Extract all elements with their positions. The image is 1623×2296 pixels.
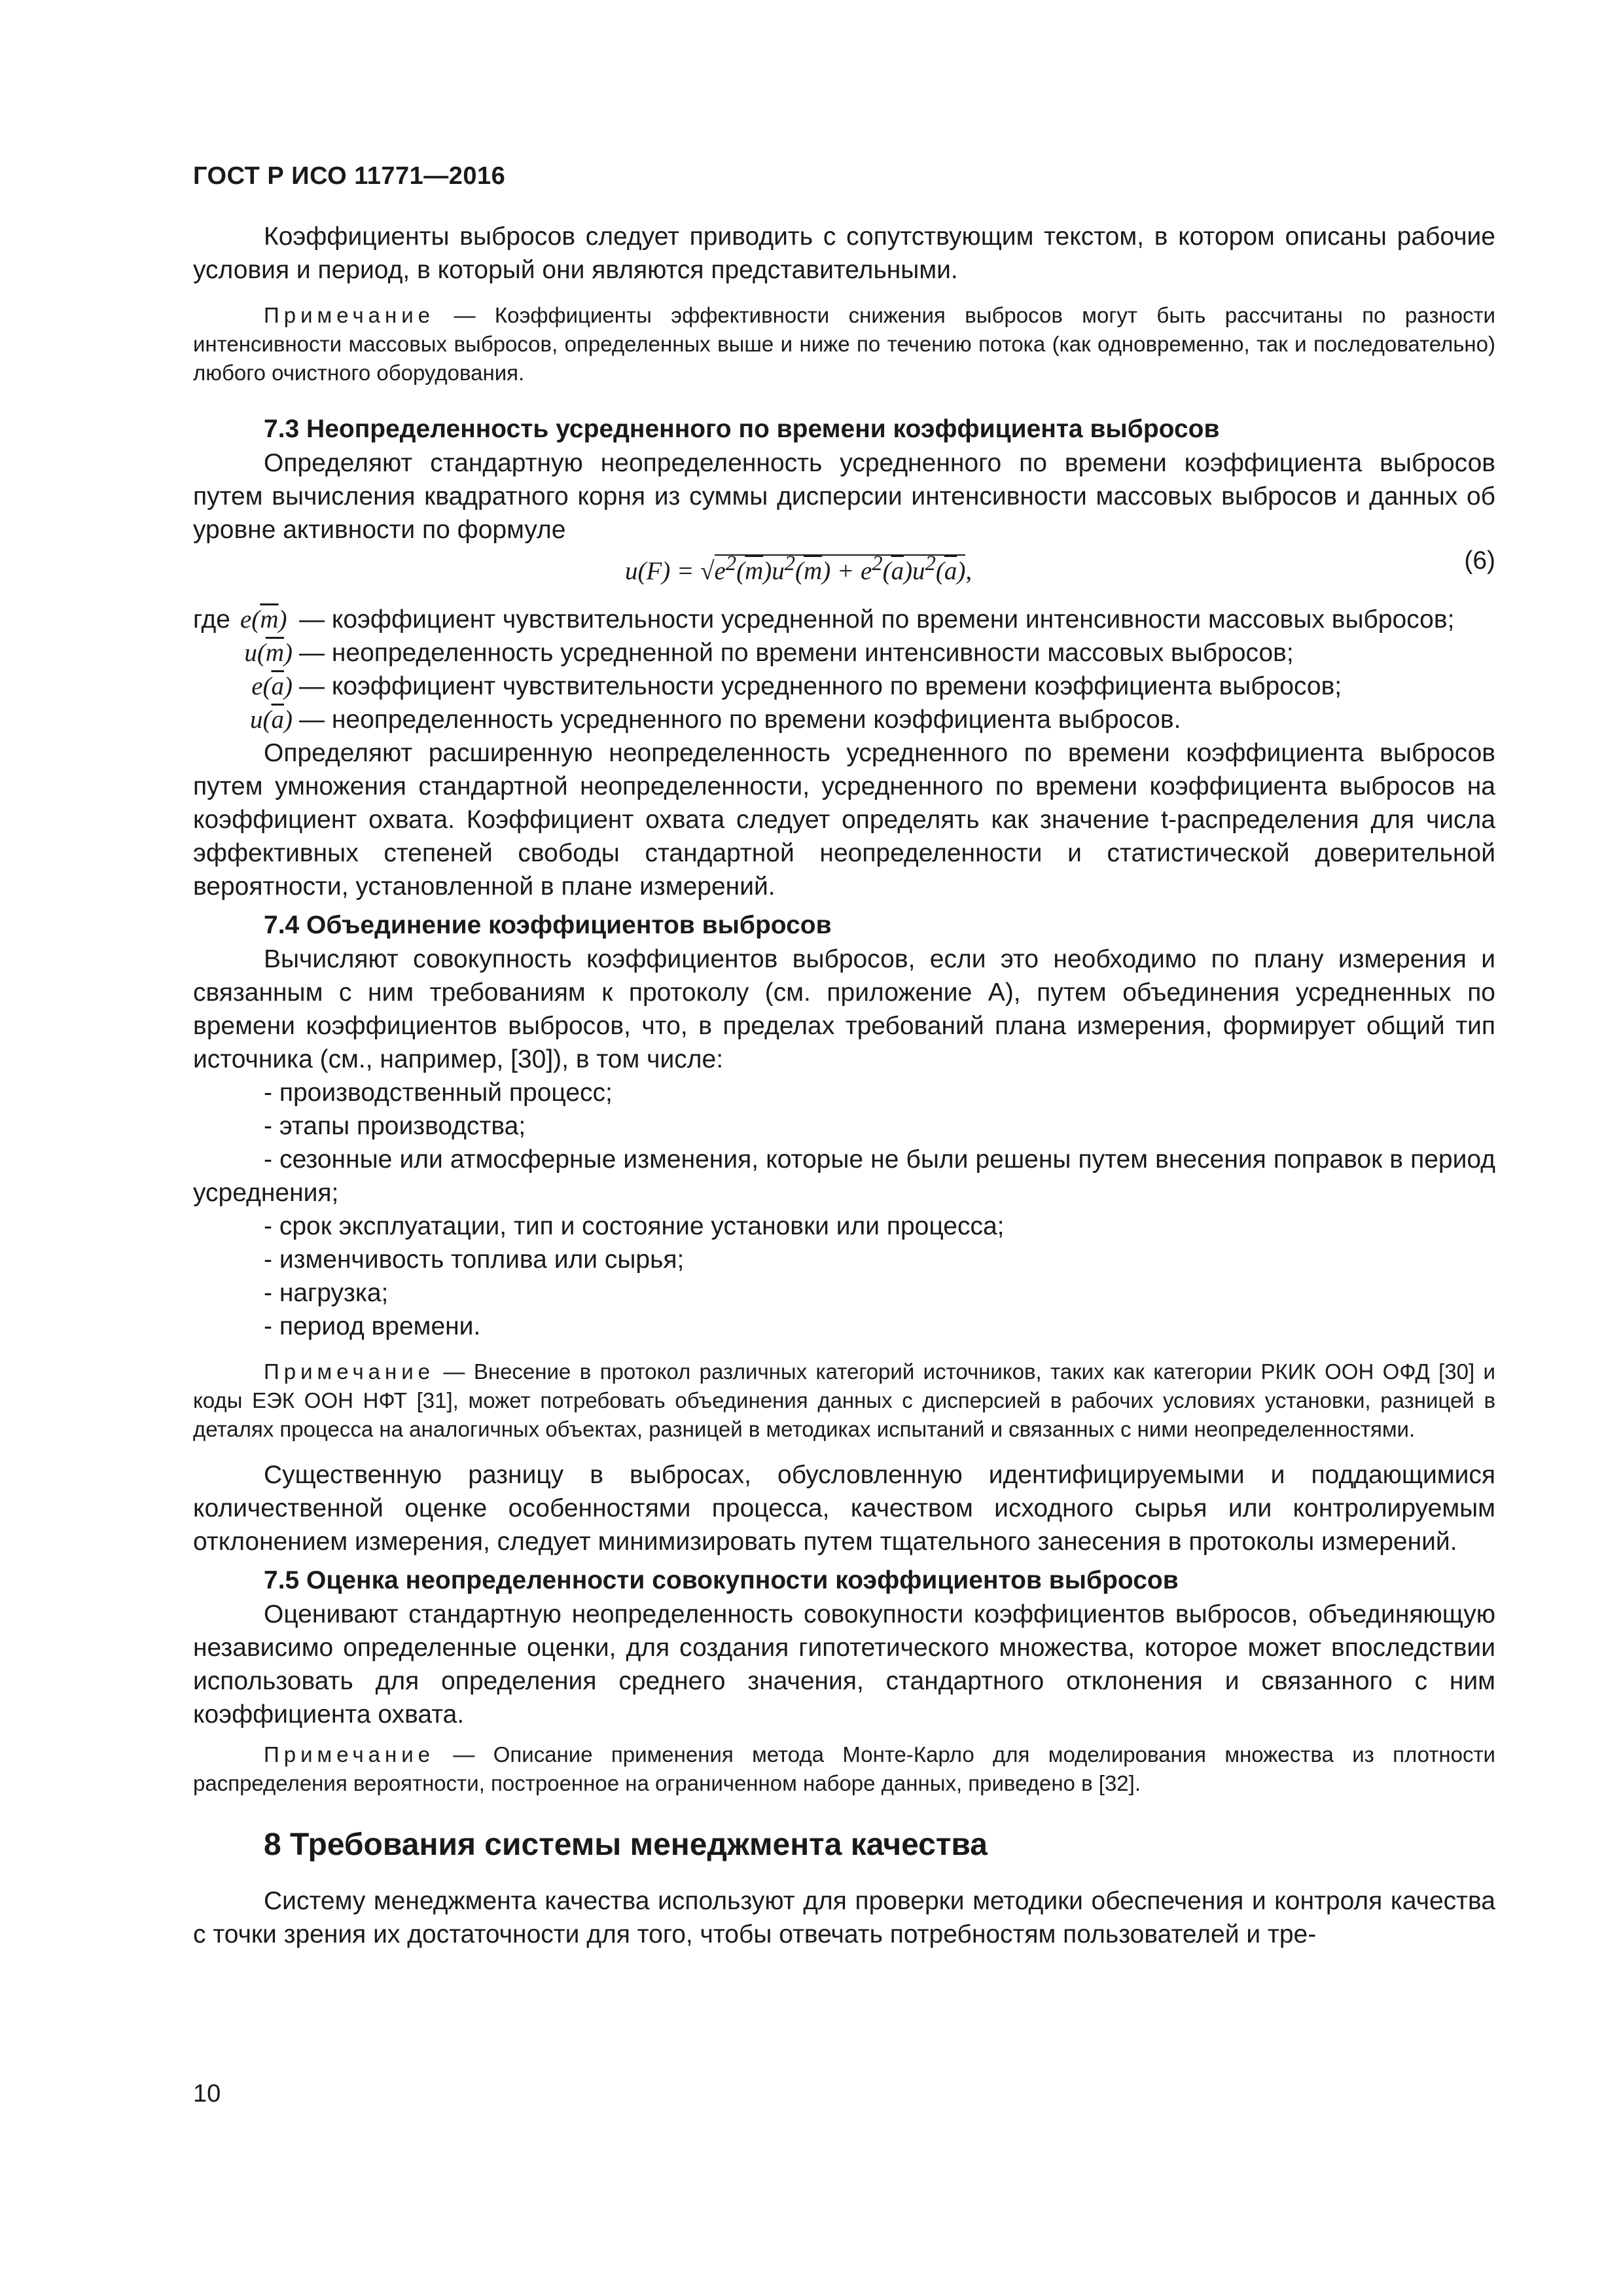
- page-number: 10: [193, 2080, 221, 2108]
- definition-row: [193, 703, 1495, 736]
- paragraph: Оценивают стандартную неопределенность совокупности коэффициентов выбросов, объединяющую независимо определенные оценки, для создания гипотетического множества, которое может впоследствии использовать для определения среднего значения, стандартного отклонения и связанного с ним коэффициента охвата.: [193, 1600, 1495, 1729]
- note-label: Примечание: [264, 1742, 435, 1767]
- list-item: - этапы производства;: [264, 1112, 526, 1140]
- definition-text: — неопределенность усредненного по времени коэффициента выбросов.: [299, 706, 1181, 734]
- list-item: - срок эксплуатации, тип и состояние установки или процесса;: [264, 1212, 1005, 1240]
- section-heading-7-4: 7.4 Объединение коэффициентов выбросов: [264, 911, 832, 939]
- symbol-definitions: [193, 603, 1495, 736]
- formula-expression: $u(F) = √e^2(\overline{m})u^2(\overline{m}) + e^2(\overline{a})u^2(\overline{a})$,: [625, 552, 972, 585]
- paragraph: Определяют расширенную неопределенность усредненного по времени коэффициента выбросов путем умножения стандартной неопределенности, усредненного по времени коэффициента выбросов на коэффициент охвата. Коэффициент охвата следует определять как значение t-распределения для числа эффективных степеней свободы стандартной неопределенности и статистической доверительной вероятности, установленной в плане измерений.: [193, 739, 1495, 901]
- paragraph: Систему менеджмента качества используют для проверки методики обеспечения и контроля качества с точки зрения их достаточности для того, чтобы отвечать потребностям пользователей и тре-: [193, 1887, 1495, 1948]
- paragraph: Коэффициенты выбросов следует приводить с сопутствующим текстом, в котором описаны рабочие условия и период, в который они являются представительными.: [193, 223, 1495, 284]
- paragraph: Вычисляют совокупность коэффициентов выбросов, если это необходимо по плану измерения и связанным с ним требованиям к протоколу (см. приложение А), путем объединения усредненных по времени коэффициентов выбросов, что, в пределах требований плана измерения, формирует общий тип источника (см., например, [30]), в том числе:: [193, 945, 1495, 1073]
- symbol: $e(\overline{m})$: [240, 605, 287, 634]
- section-heading-8: 8 Требования системы менеджмента качества: [264, 1827, 988, 1862]
- note-label: Примечание: [264, 1359, 435, 1384]
- list-item: - нагрузка;: [264, 1279, 389, 1307]
- paragraph: Существенную разницу в выбросах, обусловленную идентифицируемыми и поддающимися количественной оценке особенностями процесса, качеством исходного сырья или контролируемым отклонением измерения, следует минимизировать путем тщательного занесения в протоколы измерений.: [193, 1461, 1495, 1556]
- list-item: - производственный процесс;: [264, 1079, 613, 1107]
- list-item: - сезонные или атмосферные изменения, которые не были решены путем внесения поправок в период усреднения;: [193, 1145, 1495, 1207]
- section-heading-7-5: 7.5 Оценка неопределенности совокупности коэффициентов выбросов: [264, 1566, 1179, 1594]
- note: [193, 301, 1495, 387]
- definition-row: [193, 636, 1495, 670]
- symbol: $u(\overline{m})$: [244, 639, 293, 667]
- note: [193, 1357, 1495, 1444]
- definition-row: [193, 670, 1495, 703]
- symbol: $u(\overline{a})$: [250, 706, 293, 734]
- where-label: где: [193, 605, 230, 634]
- symbol: $e(\overline{a})$: [251, 672, 293, 700]
- definition-row: [193, 603, 1495, 636]
- note: [193, 1740, 1495, 1798]
- list-item: - период времени.: [264, 1312, 481, 1340]
- paragraph: Определяют стандартную неопределенность усредненного по времени коэффициента выбросов путем вычисления квадратного корня из суммы дисперсии интенсивности массовых выбросов и данных об уровне активности по формуле: [193, 449, 1495, 544]
- note-text: — Внесение в протокол различных категорий источников, таких как категории РКИК ООН ОФД [30] и коды ЕЭК ООН НФТ [31], может потребовать объединения данных с дисперсией в рабочих условиях установки, разницей в деталях процесса на аналогичных объектах, разницей в методиках испытаний и связанных с ними неопределенностями.: [193, 1359, 1495, 1441]
- definition-text: — коэффициент чувствительности усредненной по времени интенсивности массовых выбросов;: [299, 605, 1455, 634]
- note-text: — Описание применения метода Монте-Карло для моделирования множества из плотности распределения вероятности, построенное на ограниченном наборе данных, приведено в [32].: [193, 1742, 1495, 1795]
- formula-6: [193, 547, 1495, 603]
- formula-number: (6): [1464, 547, 1495, 575]
- definition-text: — коэффициент чувствительности усредненного по времени коэффициента выбросов;: [299, 672, 1342, 700]
- section-heading-7-3: 7.3 Неопределенность усредненного по времени коэффициента выбросов: [264, 415, 1220, 443]
- definition-text: — неопределенность усредненной по времени интенсивности массовых выбросов;: [299, 639, 1294, 667]
- note-text: — Коэффициенты эффективности снижения выбросов могут быть рассчитаны по разности интенсивности массовых выбросов, определенных выше и ниже по течению потока (как одновременно, так и последовательно) любого очистного оборудования.: [193, 303, 1495, 385]
- list-item: - изменчивость топлива или сырья;: [264, 1246, 685, 1274]
- note-label: Примечание: [264, 303, 435, 327]
- standard-header: ГОСТ Р ИСО 11771—2016: [193, 162, 506, 190]
- page-body: [193, 220, 1495, 1951]
